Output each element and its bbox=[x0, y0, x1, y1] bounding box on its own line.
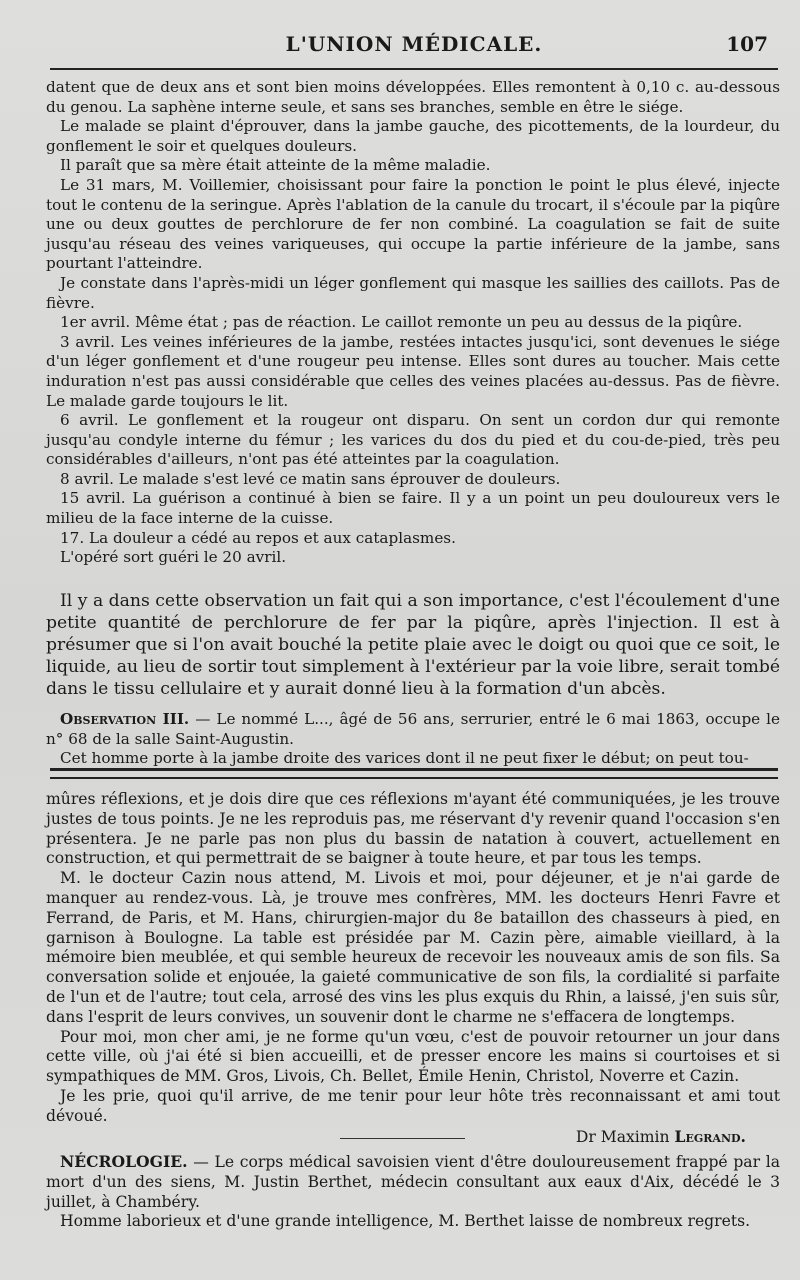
paragraph: 1er avril. Même état ; pas de réaction. Le caillot remonte un peu au dessus de la piqûre. bbox=[60, 313, 743, 332]
necrology-paragraph bbox=[46, 1152, 780, 1212]
observation-title: Observation III. bbox=[60, 710, 190, 728]
signature-prefix: Dr Maximin bbox=[575, 1127, 675, 1146]
header-rule bbox=[50, 68, 778, 70]
page-number: 107 bbox=[726, 32, 768, 56]
section-rule-thin bbox=[50, 777, 778, 779]
paragraph: Cet homme porte à la jambe droite des varices dont il ne peut fixer le début; on peut tou- bbox=[60, 749, 749, 768]
commentary bbox=[46, 590, 780, 700]
paragraph: Homme laborieux et d'une grande intelligence, M. Berthet laisse de nombreux regrets. bbox=[60, 1212, 751, 1231]
paragraph: Pour moi, mon cher ami, je ne forme qu'un vœu, c'est de pouvoir retourner un jour dans cette ville, où j'ai été si bien accueilli, et de presser encore les mains si courtoises et si sympathiques de MM. Gros, Livois, Ch. Bellet, Émile Henin, Christol, Noverre et Cazin. bbox=[46, 1027, 780, 1086]
paragraph: datent que de deux ans et sont bien moins développées. Elles remontent à 0,10 c. au-dessous du genou. La saphène interne seule, et sans ses branches, semble en être le siége. bbox=[46, 78, 780, 116]
paragraph: M. le docteur Cazin nous attend, M. Livois et moi, pour déjeuner, et je n'ai garde de manquer au rendez-vous. Là, je trouve mes confrères, MM. les docteurs Henri Favre et Ferrand, de Paris, et M. Hans, chirurgien-major du 8e bataillon des chasseurs à pied, en garnison à Boulogne. La table est présidée par M. Cazin père, aimable vieillard, à la mémoire bien meublée, et qui semble heureux de recevoir les nouveaux amis de son fils. Sa conversation solide et enjouée, la gaieté communicative de son fils, la cordialité si parfaite de l'un et de l'autre; tout cela, arrosé des vins les plus exquis du Rhin, a laissé, j'en suis sûr, dans l'esprit de leurs convives, un souvenir dont le charme ne s'effacera de longtemps. bbox=[46, 869, 780, 1026]
paragraph: mûres réflexions, et je dois dire que ces réflexions m'ayant été communiquées, je les trouve justes de tous points. Je ne les reproduis pas, me réservant d'y revenir quand l'occasion s'en présentera. Je ne parle pas non plus du bassin de natation à couvert, actuellement en construction, et qui permettrait de se baigner à toute heure, et par tous les temps. bbox=[46, 790, 780, 868]
paragraph: 15 avril. La guérison a continué à bien se faire. Il y a un point un peu douloureux vers le milieu de la face interne de la cuisse. bbox=[46, 489, 780, 528]
paragraph: Je constate dans l'après-midi un léger gonflement qui masque les saillies des caillots. Pas de fièvre. bbox=[46, 273, 780, 312]
separator-rule bbox=[340, 1138, 465, 1139]
observation-text: — Le nommé L..., âgé de 56 ans, serrurier, entré le 6 mai 1863, occupe le n° 68 de la salle Saint-Augustin. bbox=[46, 710, 780, 748]
paragraph: 8 avril. Le malade s'est levé ce matin sans éprouver de douleurs. bbox=[60, 469, 561, 488]
necrology bbox=[46, 1152, 780, 1232]
feuilleton bbox=[46, 790, 780, 1147]
paragraph: Le malade se plaint d'éprouver, dans la jambe gauche, des picottements, de la lourdeur, du gonflement le soir et quelques douleurs. bbox=[46, 117, 780, 155]
paragraph: 3 avril. Les veines inférieures de la jambe, restées intactes jusqu'ici, sont devenues le siége d'un léger gonflement et d'une rougeur peu intense. Elles sont dures au toucher. Mais cette induration n'est pas aussi considérable que celles des veines placées au-dessus. Pas de fièvre. Le malade garde toujours le lit. bbox=[46, 332, 780, 410]
paragraph: Je les prie, quoi qu'il arrive, de me tenir pour leur hôte très reconnaissant et ami tout dévoué. bbox=[46, 1086, 780, 1125]
observation-heading bbox=[46, 710, 780, 749]
observation-block bbox=[46, 710, 780, 769]
paragraph: Il paraît que sa mère était atteinte de la même maladie. bbox=[60, 156, 491, 175]
paragraph: 6 avril. Le gonflement et la rougeur ont disparu. On sent un cordon dur qui remonte jusqu'au condyle interne du fémur ; les varices du dos du pied et du cou-de-pied, très peu considérables d'ailleurs, n'ont pas été atteintes par la coagulation. bbox=[46, 411, 780, 469]
commentary-paragraph: Il y a dans cette observation un fait qui a son importance, c'est l'écoulement d'une petite quantité de perchlorure de fer par la piqûre, après l'injection. Il est à présumer que si l'on avait bouché la petite plaie avec le doigt ou quoi que ce soit, le liquide, au lieu de sortir tout simplement à l'extérieur par la voie libre, serait tombé dans le tissu cellulaire et y aurait donné lieu à la formation d'un abcès. bbox=[46, 591, 781, 699]
upper-article bbox=[46, 78, 780, 568]
running-head: L'UNION MÉDICALE. bbox=[285, 32, 543, 56]
section-rule-thick bbox=[50, 768, 778, 771]
page-header bbox=[50, 32, 778, 62]
necrology-text: — Le corps médical savoisien vient d'être douloureusement frappé par la mort d'un des siens, M. Justin Berthet, médecin consultant aux eaux d'Aix, décédé le 3 juillet, à Chambéry. bbox=[46, 1153, 780, 1211]
signature bbox=[46, 1127, 780, 1148]
paragraph: Le 31 mars, M. Voillemier, choisissant pour faire la ponction le point le plus élevé, injecte tout le contenu de la seringue. Après l'ablation de la canule du trocart, il s'écoule par la piqûre une ou deux gouttes de perchlorure de fer non combiné. La coagulation se fait de suite jusqu'au réseau des veines variqueuses, qui occupe la partie inférieure de la jambe, sans pourtant l'atteindre. bbox=[46, 175, 780, 273]
paragraph: L'opéré sort guéri le 20 avril. bbox=[60, 548, 287, 567]
necrology-label: NÉCROLOGIE. bbox=[60, 1152, 188, 1171]
signature-name: Legrand. bbox=[674, 1126, 746, 1146]
paragraph: 17. La douleur a cédé au repos et aux cataplasmes. bbox=[60, 528, 456, 547]
